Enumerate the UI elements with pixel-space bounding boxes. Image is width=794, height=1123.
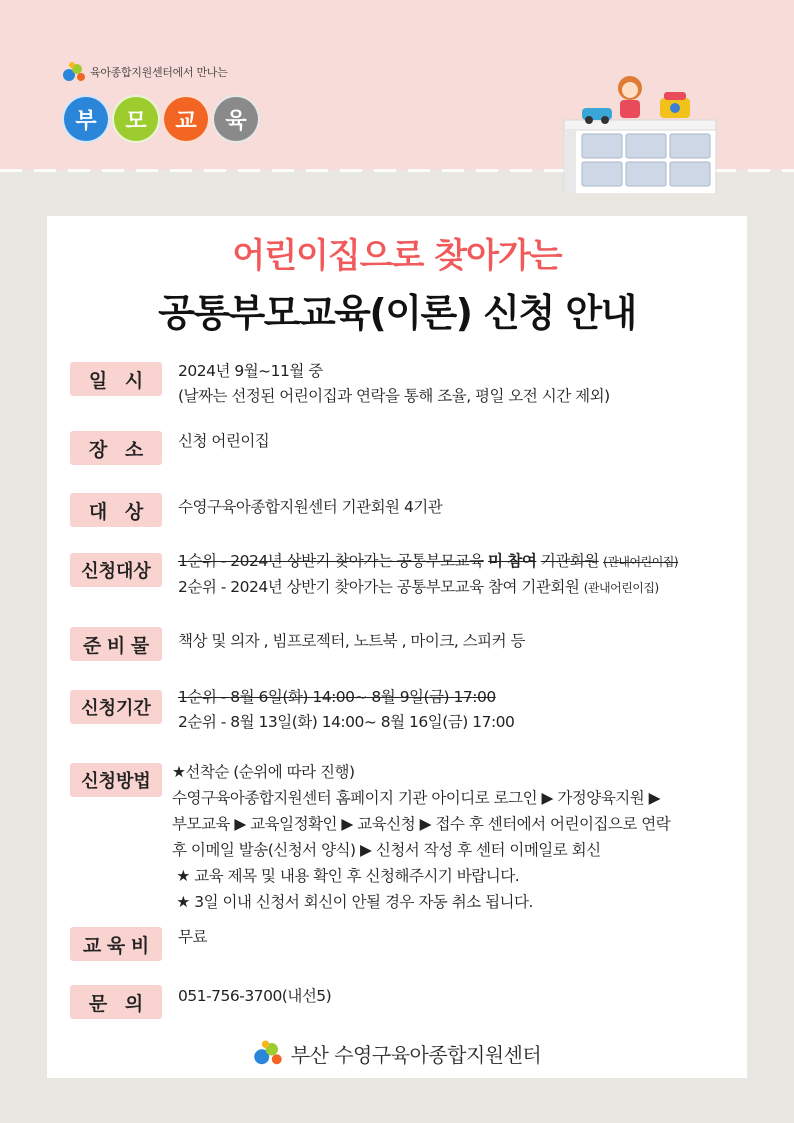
method-line: 후 이메일 발송(신청서 양식) ▶ 신청서 작성 후 센터 이메일로 회신 [172,841,601,859]
brand-subtitle [62,60,227,84]
place-content [178,429,269,454]
method-line: 수영구육아종합지원센터 홈페이지 기관 아이디로 로그인 ▶ 가정양육지원 ▶ [172,789,661,807]
row-contact [70,985,331,1019]
period-content [178,685,514,735]
method-line: 부모교육 ▶ 교육일정확인 ▶ 교육신청 ▶ 접수 후 센터에서 어린이집으로 연락 [172,815,671,833]
title-char-4: 육 [212,95,260,143]
prep-line1: 책상 및 의자 , 빔프로젝터, 노트북 , 마이크, 스피커 등 [178,632,526,650]
method-content [172,759,670,915]
row-prep [70,627,525,661]
fee-line1: 무료 [178,928,207,946]
applicant-line2-small: (관내어린이집) [583,581,659,595]
applicant-line1-strike: 1순위 - 2024년 상반기 찾아가는 공통부모교육 [178,552,484,570]
applicant-line1-bold: 미 참여 [488,552,537,570]
label-char: 비 [106,634,126,657]
label-char: 일 [88,369,108,392]
label-char: 상 [124,500,144,523]
row-period [70,690,514,735]
label-char: 시 [124,369,144,392]
label-char: 교 [82,934,102,957]
label-applicant: 신청대상 [70,553,162,587]
title-char-3: 교 [162,95,210,143]
program-title [62,95,260,143]
label-place [70,431,162,465]
title-char-1: 부 [62,95,110,143]
label-char: 육 [106,934,126,957]
place-line1: 신청 어린이집 [178,432,270,450]
prep-content [178,629,525,654]
row-date [70,362,610,409]
contact-line1: 051-756-3700(내선5) [178,987,332,1005]
target-content [178,495,442,520]
label-char: 의 [124,992,144,1015]
target-line1: 수영구육아종합지원센터 기관회원 4기관 [178,498,443,516]
applicant-line2 [178,575,678,601]
label-char: 대 [88,500,108,523]
logo-icon [62,60,86,84]
label-char: 비 [130,934,150,957]
label-char: 소 [124,438,144,461]
label-date [70,362,162,396]
method-line: ★ 교육 제목 및 내용 확인 후 신청해주시기 바랍니다. [172,867,520,885]
applicant-line1-rest: 기관회원 [540,552,599,570]
contact-content [178,984,331,1009]
date-line2: (날짜는 선정된 어린이집과 연락을 통해 조율, 평일 오전 시간 제외) [178,387,610,405]
logo-icon [253,1038,283,1068]
applicant-line1 [178,549,678,575]
date-line1: 2024년 9월~11월 중 [178,362,323,380]
period-line1: 1순위 - 8월 6일(화) 14:00~ 8월 9일(금) 17:00 [178,688,496,706]
headline-line2: 공통부모교육(이론) 신청 안내 [158,291,636,335]
applicant-line1-small: (관내어린이집) [603,555,679,569]
row-target [70,493,442,527]
label-char: 문 [88,992,108,1015]
applicant-content [178,549,678,601]
label-method: 신청방법 [70,763,162,797]
row-applicant [70,553,678,601]
fee-content [178,925,207,950]
applicant-line2-text: 2순위 - 2024년 상반기 찾아가는 공통부모교육 참여 기관회원 [178,578,580,596]
label-prep [70,627,162,661]
label-target [70,493,162,527]
label-contact [70,985,162,1019]
label-char: 물 [130,634,150,657]
toy-shelf-illustration [560,70,720,194]
label-char: 준 [82,634,102,657]
period-line2: 2순위 - 8월 13일(화) 14:00~ 8월 16일(금) 17:00 [178,713,515,731]
date-content [178,359,610,409]
title-char-2: 모 [112,95,160,143]
row-method [70,763,670,915]
method-line: ★ 3일 이내 신청서 회신이 안될 경우 자동 취소 됩니다. [172,893,533,911]
headline-line1: 어린이집으로 찾아가는 [232,236,562,276]
method-line: ★선착순 (순위에 따라 진행) [172,763,355,781]
row-place [70,431,269,465]
brand-subtitle-text: 육아종합지원센터에서 만나는 [90,66,228,79]
footer-org-name: 부산 수영구육아종합지원센터 [290,1042,542,1067]
footer [0,1038,794,1068]
label-char: 장 [88,438,108,461]
label-period: 신청기간 [70,690,162,724]
label-fee [70,927,162,961]
row-fee [70,927,207,961]
